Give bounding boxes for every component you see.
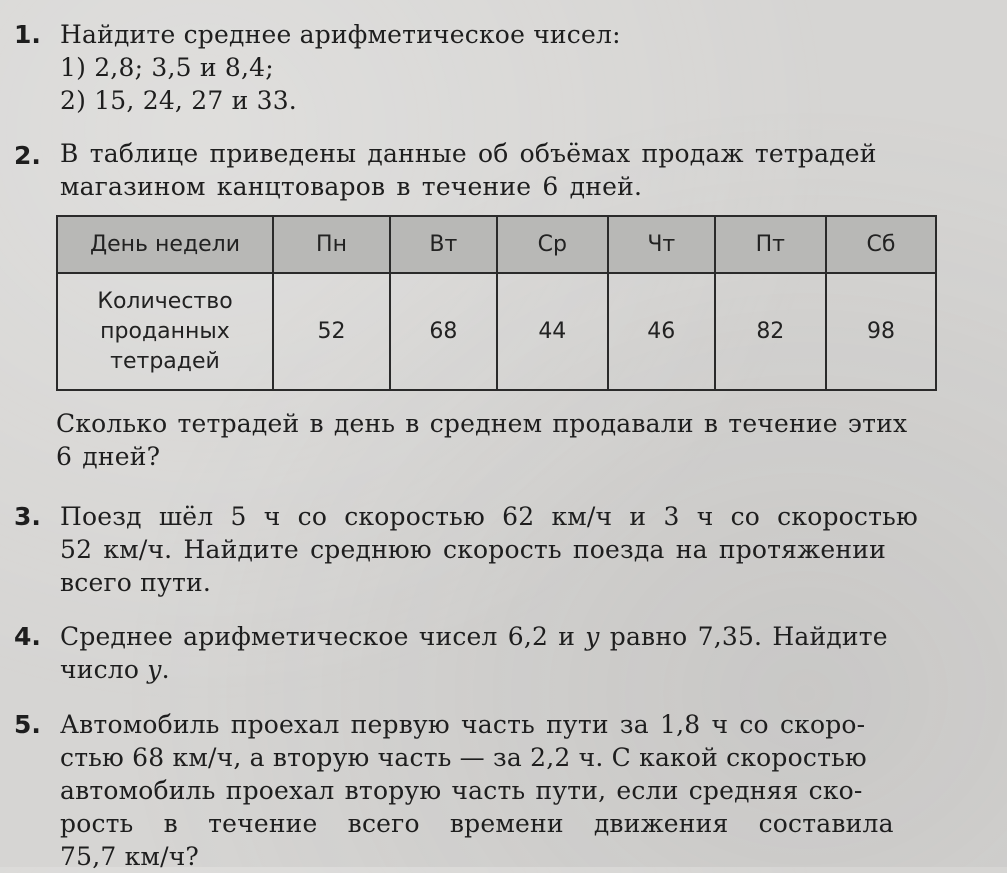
row-label [57,273,273,390]
statement-part: число [60,655,148,684]
problem-text [60,620,942,686]
table-cell: 98 [826,273,936,390]
problem-item: 1) 2,8; 3,5 и 8,4; [60,53,274,82]
problem-statement-line: Автомобиль проехал первую часть пути за 1,8 ч со скоро- [60,710,866,739]
table-cell: 52 [273,273,390,390]
problem-statement-line: магазином канцтоваров в течение 6 дней. [60,172,643,201]
header-day: Сб [826,216,936,273]
question-line: 6 дней? [56,442,161,471]
problem-number: 1. [14,20,41,49]
table-cell: 68 [390,273,497,390]
table-row [57,273,936,390]
header-day-label: День недели [57,216,273,273]
row-label-line: Количество [97,288,233,314]
problem-number: 3. [14,502,41,531]
problem-statement-line: 52 км/ч. Найдите среднюю скорость поезда на протяжении [60,535,886,564]
statement-part: Среднее арифметическое чисел 6,2 и [60,622,586,651]
header-day: Пт [715,216,826,273]
table-cell: 46 [608,273,715,390]
header-day: Ср [497,216,608,273]
header-day: Чт [608,216,715,273]
variable-y: y [585,622,600,651]
problem-statement-line: всего пути. [60,568,211,597]
problem-statement-line: автомобиль проехал вторую часть пути, если средняя ско- [60,776,863,805]
problem-text [60,708,942,873]
problem-text [56,407,938,473]
statement-part: равно 7,35. Найдите [599,622,888,651]
problem-number: 4. [14,622,41,651]
row-label-line: проданных [100,318,230,344]
problem-statement-line: 75,7 км/ч? [60,842,200,871]
problem-statement-line: рость в течение всего времени движения составила [60,809,894,838]
header-day: Вт [390,216,497,273]
problem-text [60,500,942,599]
problem-number: 5. [14,710,41,739]
statement-part: . [161,655,170,684]
problem-statement-line [60,620,942,653]
problem-text [60,137,942,203]
problem-statement-line: В таблице приведены данные об объёмах продаж тетрадей [60,139,877,168]
problem-statement-line [60,653,942,686]
problem-statement-line: стью 68 км/ч, а вторую часть — за 2,2 ч. С какой скоростью [60,743,867,772]
sales-table [56,215,937,391]
table-cell: 82 [715,273,826,390]
problem-item: 2) 15, 24, 27 и 33. [60,86,297,115]
problem-statement-line: Поезд шёл 5 ч со скоростью 62 км/ч и 3 ч со скоростью [60,502,918,531]
problem-number: 2. [14,141,41,170]
variable-y: y [147,655,162,684]
problem-statement: Найдите среднее арифметическое чисел: [60,20,621,49]
header-day: Пн [273,216,390,273]
row-label-line: тетрадей [110,348,220,374]
table-header-row [57,216,936,273]
table-cell: 44 [497,273,608,390]
problem-text [60,18,942,117]
question-line: Сколько тетрадей в день в среднем продавали в течение этих [56,409,908,438]
